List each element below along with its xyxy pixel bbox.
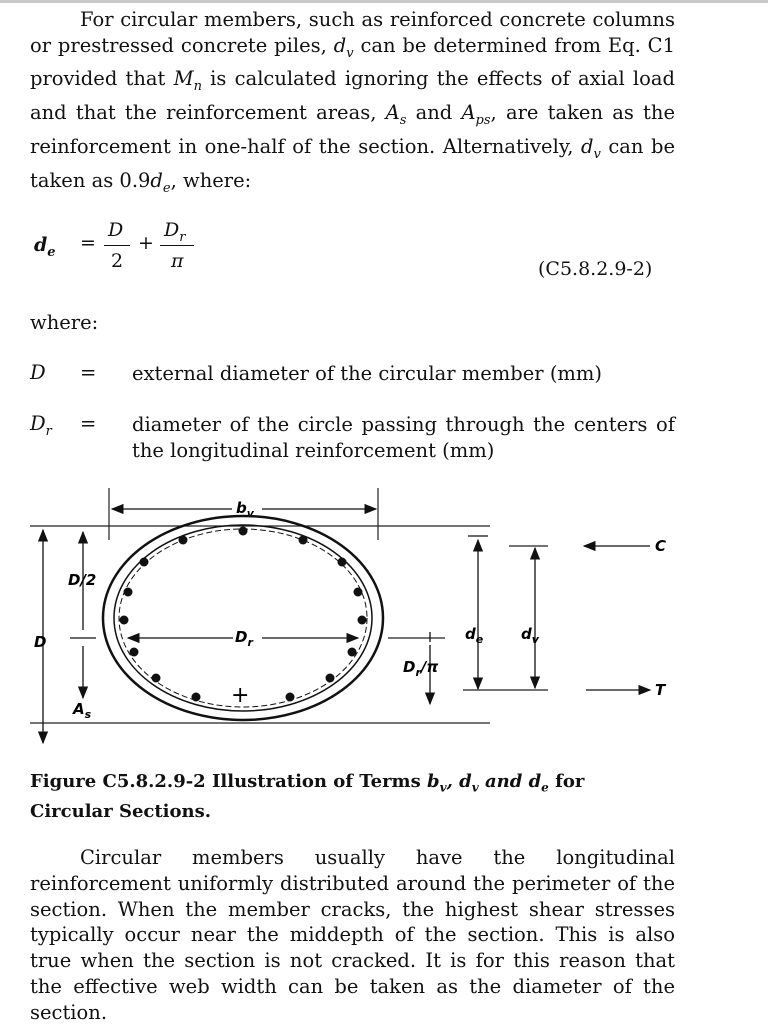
where-label: where: [30,311,99,334]
longitudinal-bars [120,527,367,702]
label-D2: D/2 [68,571,97,589]
circular-section-figure [0,480,768,760]
eq-number: (C5.8.2.9-2) [538,258,653,280]
label-T: T [655,681,666,699]
eq-equals: = [80,232,96,254]
page-top-border [0,0,768,3]
center-mark: + [231,683,250,708]
label-As: $A_s$ [73,700,92,721]
eq-frac-bar-2 [160,245,194,246]
intro-paragraph: For circular members, such as reinforced concrete columns or prestressed concrete piles, $d_v$ can be determined from Eq. C1 provided that $M_n$ is calculated ignoring the effects of axial load and that the reinforcement areas, $A_s$ and $A_{ps}$, are taken as the reinforcement in one-half of the section. Alternatively, $d_v$ can be taken as $0.9d_e$, where: [30,8,676,196]
eq-frac-bar-1 [104,245,130,246]
label-D: D [34,633,47,651]
eq-term1-num: D [108,219,124,241]
eq-plus: + [138,232,154,254]
label-dv: $d_v$ [521,625,539,646]
label-Dr: $D_r$ [235,628,253,649]
eq-term1-den: 2 [111,250,124,272]
figure-caption: Figure C5.8.2.9-2 Illustration of Terms $b_v$, $d_v$ and $d_e$ for Circular Sections. [30,771,585,822]
closing-paragraph: Circular members usually have the longitudinal reinforcement uniformly distributed around the perimeter of the section. When the member cracks, the highest shear stresses typically occur near the middepth of the section. This is also true when the section is not cracked. It is for this reason that the effective web width can be taken as the diameter of the section. [30,846,675,1024]
eq-term2-den: π [171,250,184,272]
label-Dr-pi: $D_r/\pi$ [403,658,439,679]
label-bv: $b_v$ [236,499,254,520]
eq-lhs: $d_e$ [34,234,56,260]
label-de: $d_e$ [465,625,484,646]
eq-term2-num: $D_r$ [164,219,186,245]
label-C: C [655,537,667,555]
